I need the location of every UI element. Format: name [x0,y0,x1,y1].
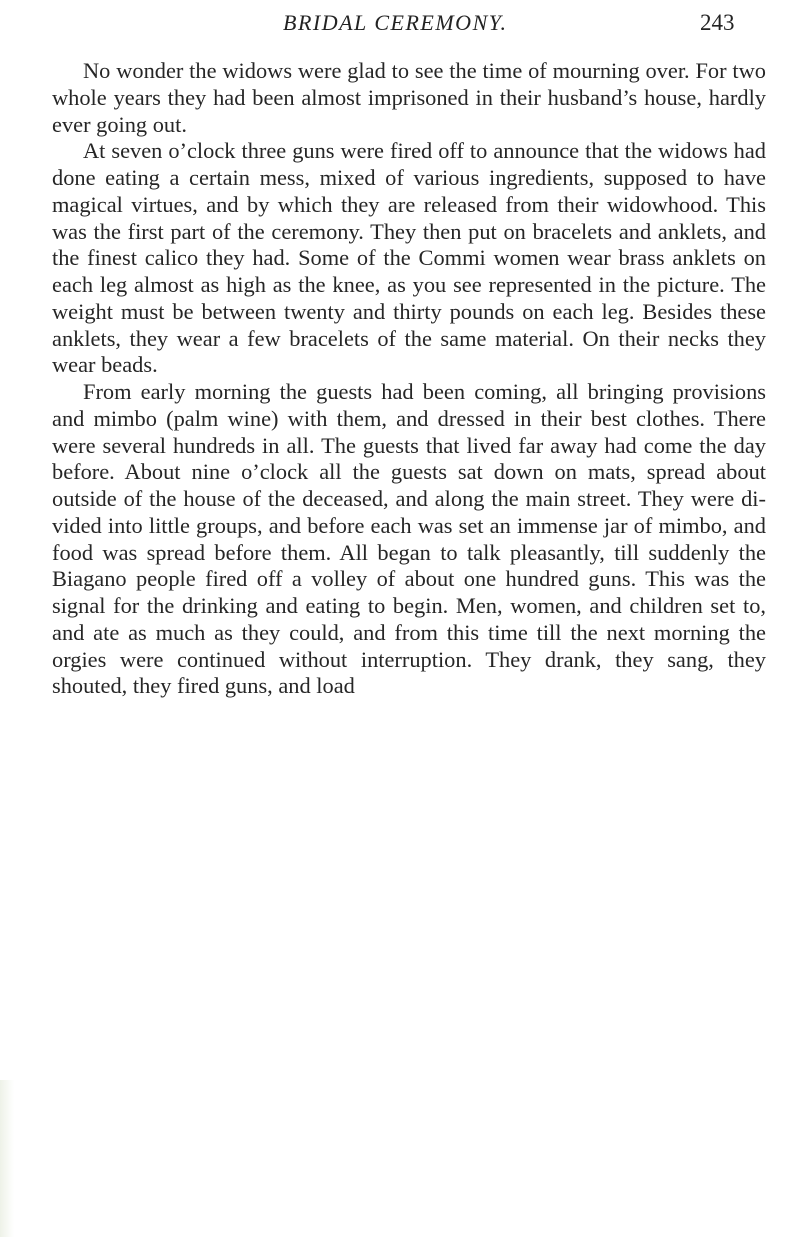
body-text [52,58,766,700]
paragraph-feast: From early morning the guests had been coming, all bringing provisions and mimbo (palm wine) with them, and dressed in their best clothes. There were several hundreds in all. The guests that lived far away had come the day before. About nine o’clock all the guests sat down on mats, spread about outside of the house of the deceased, and along the main street. They were divided into little groups, and before each was set an immense jar of mimbo, and food was spread before them. All began to talk pleasantly, till suddenly the Biagano people fired off a volley of about one hundred guns. This was the signal for the drinking and eating to begin. Men, women, and children set to, and ate as much as they could, and from this time till the next morning the orgies were continued without interruption. They drank, they sang, they shouted, they fired guns, and load [52,379,766,699]
paragraph-ceremony: At seven o’clock three guns were fired off to announce that the widows had done eating a certain mess, mixed of various ingredients, supposed to have magical virtues, and by which they are released from their widowhood. This was the first part of the ceremony. They then put on bracelets and anklets, and the finest calico they had. Some of the Commi women wear brass anklets on each leg almost as high as the knee, as you see represented in the picture. The weight must be between twenty and thirty pounds on each leg. Besides these anklets, they wear a few bracelets of the same material. On their necks they wear beads. [52,138,766,378]
page-number: 243 [700,10,735,35]
running-head [0,6,800,42]
page-edge-shading [0,1080,14,1237]
paragraph-mourning: No wonder the widows were glad to see the time of mourning over. For two whole years they had been almost imprisoned in their husband’s house, hardly ever going out. [52,58,766,137]
running-title: BRIDAL CEREMONY. [283,10,508,35]
